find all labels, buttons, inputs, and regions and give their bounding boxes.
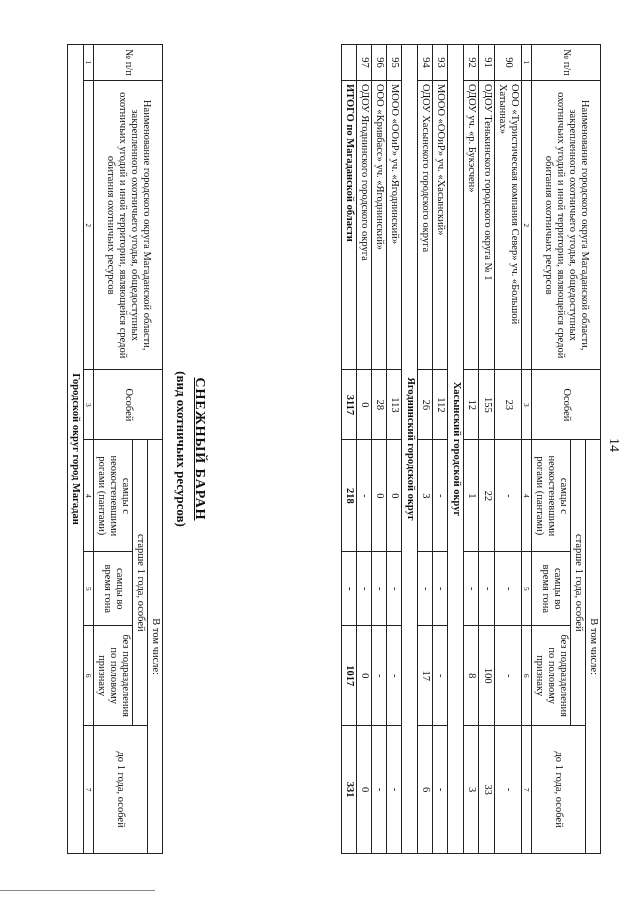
row-name: МООО «ООиР» уч. «Хасынский»	[433, 80, 448, 370]
row-no-sex: 17	[418, 626, 433, 726]
row-no-sex: 0	[357, 626, 372, 726]
total-row	[342, 45, 357, 854]
table-row	[433, 45, 448, 854]
row-young: 6	[418, 726, 433, 854]
header-count: Особей	[93, 370, 162, 440]
row-num: 90	[494, 45, 521, 81]
row-rut: -	[464, 552, 479, 626]
row-count: 113	[387, 370, 402, 440]
header-males-horns: самцы с неокостеневшими рогами (пантами)	[531, 440, 570, 552]
header-young: до 1 года, особей	[531, 726, 585, 854]
snow-sheep-table	[67, 44, 163, 854]
row-young: 33	[479, 726, 494, 854]
row-name: ООО «Туристическая компания Север» уч. «Большой Хатыннах»	[494, 80, 521, 370]
row-name: ОДОУ Ягоднинского городского округа	[357, 80, 372, 370]
page-number: 14	[606, 438, 621, 452]
row-no-sex: 8	[464, 626, 479, 726]
rotated-page	[5, 10, 625, 890]
row-no-sex: -	[372, 626, 387, 726]
section-label: Городской округ город Магадан	[67, 45, 83, 854]
table-row	[494, 45, 521, 854]
row-rut: -	[433, 552, 448, 626]
row-count: 26	[418, 370, 433, 440]
row-no-sex: -	[387, 626, 402, 726]
row-name: ИТОГО по Магаданской области	[342, 80, 357, 370]
section-title: СНЕЖНЫЙ БАРАН	[192, 377, 207, 521]
column-numbers-row	[83, 45, 93, 854]
header-num: № п/п	[93, 45, 162, 81]
row-count: 3117	[342, 370, 357, 440]
col-number: 3	[83, 370, 93, 440]
row-count: 28	[372, 370, 387, 440]
header-in-total: В том числе:	[147, 440, 162, 854]
row-name: ООО «Кривбасс» уч. «Ягоднинский»	[372, 80, 387, 370]
row-males-horns: 0	[372, 440, 387, 552]
row-young: 0	[357, 726, 372, 854]
row-name: ОДОУ уч. «р. Букэсчен»	[464, 80, 479, 370]
col-number: 1	[521, 45, 531, 81]
col-number: 5	[83, 552, 93, 626]
row-young: 3	[464, 726, 479, 854]
row-rut: -	[357, 552, 372, 626]
header-num: № п/п	[531, 45, 600, 81]
row-males-horns: -	[433, 440, 448, 552]
col-number: 1	[83, 45, 93, 81]
row-num: 97	[357, 45, 372, 81]
header-males-horns: самцы с неокостеневшими рогами (пантами)	[93, 440, 132, 552]
row-num	[342, 45, 357, 81]
header-no-sex: без подразделения по половому признаку	[531, 626, 570, 726]
section-label: Ягоднинский городской округ	[402, 45, 418, 854]
col-number: 2	[521, 80, 531, 370]
col-number: 7	[83, 726, 93, 854]
row-young: -	[494, 726, 521, 854]
col-number: 5	[521, 552, 531, 626]
row-num: 94	[418, 45, 433, 81]
header-name: Наименование городского округа Магаданской области, закрепленного охотничьего угодья, общедоступных охотничьих угодий и иной территории, являющейся средой обитания охотничьих ресурсов	[531, 80, 600, 370]
row-num: 92	[464, 45, 479, 81]
row-young: 331	[342, 726, 357, 854]
section-row	[67, 45, 83, 854]
footnote-divider	[0, 890, 155, 891]
col-number: 7	[521, 726, 531, 854]
row-males-horns: -	[357, 440, 372, 552]
row-males-horns: 3	[418, 440, 433, 552]
row-no-sex: -	[433, 626, 448, 726]
table-row	[372, 45, 387, 854]
row-no-sex: 1017	[342, 626, 357, 726]
table-row	[479, 45, 494, 854]
col-number: 2	[83, 80, 93, 370]
row-males-horns: 218	[342, 440, 357, 552]
col-number: 3	[521, 370, 531, 440]
row-young: -	[433, 726, 448, 854]
header-rut: самцы во время гона	[93, 552, 132, 626]
row-rut: -	[418, 552, 433, 626]
table-row	[357, 45, 372, 854]
table-row	[418, 45, 433, 854]
column-numbers-row	[521, 45, 531, 854]
header-rut: самцы во время гона	[531, 552, 570, 626]
row-young: -	[387, 726, 402, 854]
header-count: Особей	[531, 370, 600, 440]
row-rut: -	[342, 552, 357, 626]
row-no-sex: -	[494, 626, 521, 726]
row-no-sex: 100	[479, 626, 494, 726]
row-num: 95	[387, 45, 402, 81]
header-older: старше 1 года, особей	[570, 440, 585, 726]
row-name: ОДОУ Тенькинского городского округа № 1	[479, 80, 494, 370]
section-subtitle: (вид охотничьих ресурсов)	[174, 371, 189, 527]
row-count: 12	[464, 370, 479, 440]
row-count: 112	[433, 370, 448, 440]
row-rut: -	[387, 552, 402, 626]
row-rut: -	[494, 552, 521, 626]
row-name: ОДОУ Хасынского городского округа	[418, 80, 433, 370]
header-no-sex: без подразделения по половому признаку	[93, 626, 132, 726]
table-row	[387, 45, 402, 854]
col-number: 4	[83, 440, 93, 552]
row-males-horns: 1	[464, 440, 479, 552]
row-num: 93	[433, 45, 448, 81]
section-label: Хасынский городской округ	[448, 45, 464, 854]
col-number: 4	[521, 440, 531, 552]
table-body	[342, 45, 522, 854]
row-males-horns: -	[494, 440, 521, 552]
section-row	[402, 45, 418, 854]
header-in-total: В том числе:	[585, 440, 600, 854]
row-count: 0	[357, 370, 372, 440]
header-young: до 1 года, особей	[93, 726, 147, 854]
row-males-horns: 22	[479, 440, 494, 552]
hunting-resources-table	[341, 44, 601, 854]
row-count: 23	[494, 370, 521, 440]
row-num: 96	[372, 45, 387, 81]
row-rut: -	[372, 552, 387, 626]
row-count: 155	[479, 370, 494, 440]
row-name: МООО «ООиР» уч. «Ягоднинский»	[387, 80, 402, 370]
row-males-horns: 0	[387, 440, 402, 552]
col-number: 6	[83, 626, 93, 726]
header-older: старше 1 года, особей	[132, 440, 147, 726]
header-name: Наименование городского округа Магаданской области, закрепленного охотничьего угодья, общедоступных охотничьих угодий и иной территории, являющейся средой обитания охотничьих ресурсов	[93, 80, 162, 370]
row-young: -	[372, 726, 387, 854]
col-number: 6	[521, 626, 531, 726]
table-row	[464, 45, 479, 854]
row-rut: -	[479, 552, 494, 626]
section-row	[448, 45, 464, 854]
row-num: 91	[479, 45, 494, 81]
